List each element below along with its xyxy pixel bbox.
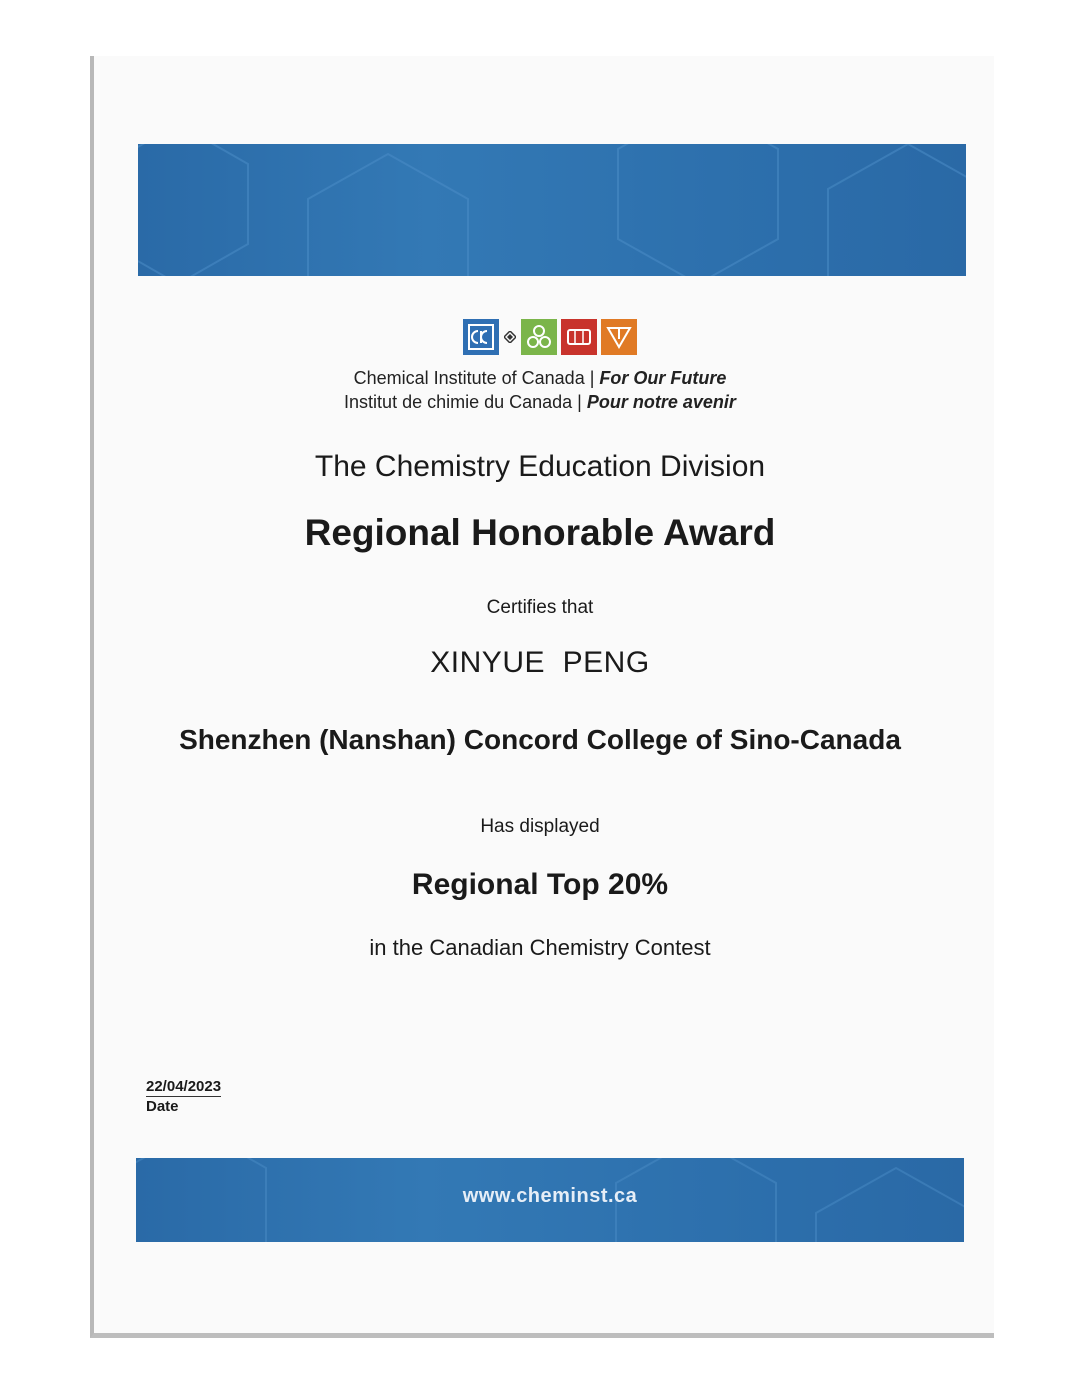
- org-name-english: [0, 368, 1080, 389]
- cic-logo-icon: [463, 319, 499, 355]
- recipient-name: XINYUE PENG: [430, 646, 650, 679]
- school-name: Shenzhen (Nanshan) Concord College of Sino-Canada: [179, 724, 901, 755]
- org-name-fr: Institut de chimie du Canada |: [344, 392, 582, 412]
- date-value: 22/04/2023: [146, 1078, 222, 1095]
- org-name-french: [0, 392, 1080, 413]
- csc-logo-icon: [521, 319, 557, 355]
- org-tagline-fr: Pour notre avenir: [586, 392, 736, 412]
- displayed-text: Has displayed: [480, 816, 600, 837]
- org-name-en: Chemical Institute of Canada |: [353, 368, 595, 388]
- cschi-logo-icon: [561, 319, 597, 355]
- date-label: Date: [146, 1098, 179, 1115]
- website-link[interactable]: www.cheminst.ca: [462, 1185, 638, 1207]
- award-title: Regional Honorable Award: [304, 512, 776, 553]
- ctaac-logo-icon: [601, 319, 637, 355]
- diamond-separator-icon: [503, 331, 517, 343]
- certifies-text: Certifies that: [486, 597, 594, 618]
- header-band: [138, 144, 966, 276]
- hexagon-pattern-icon: [138, 144, 966, 276]
- achievement-title: Regional Top 20%: [411, 868, 669, 901]
- contest-text: in the Canadian Chemistry Contest: [369, 935, 711, 960]
- division-title: The Chemistry Education Division: [314, 450, 766, 483]
- footer-band: [136, 1158, 964, 1242]
- date-block: [146, 1078, 221, 1115]
- institute-logos: [463, 318, 637, 356]
- org-tagline-en: For Our Future: [599, 368, 727, 388]
